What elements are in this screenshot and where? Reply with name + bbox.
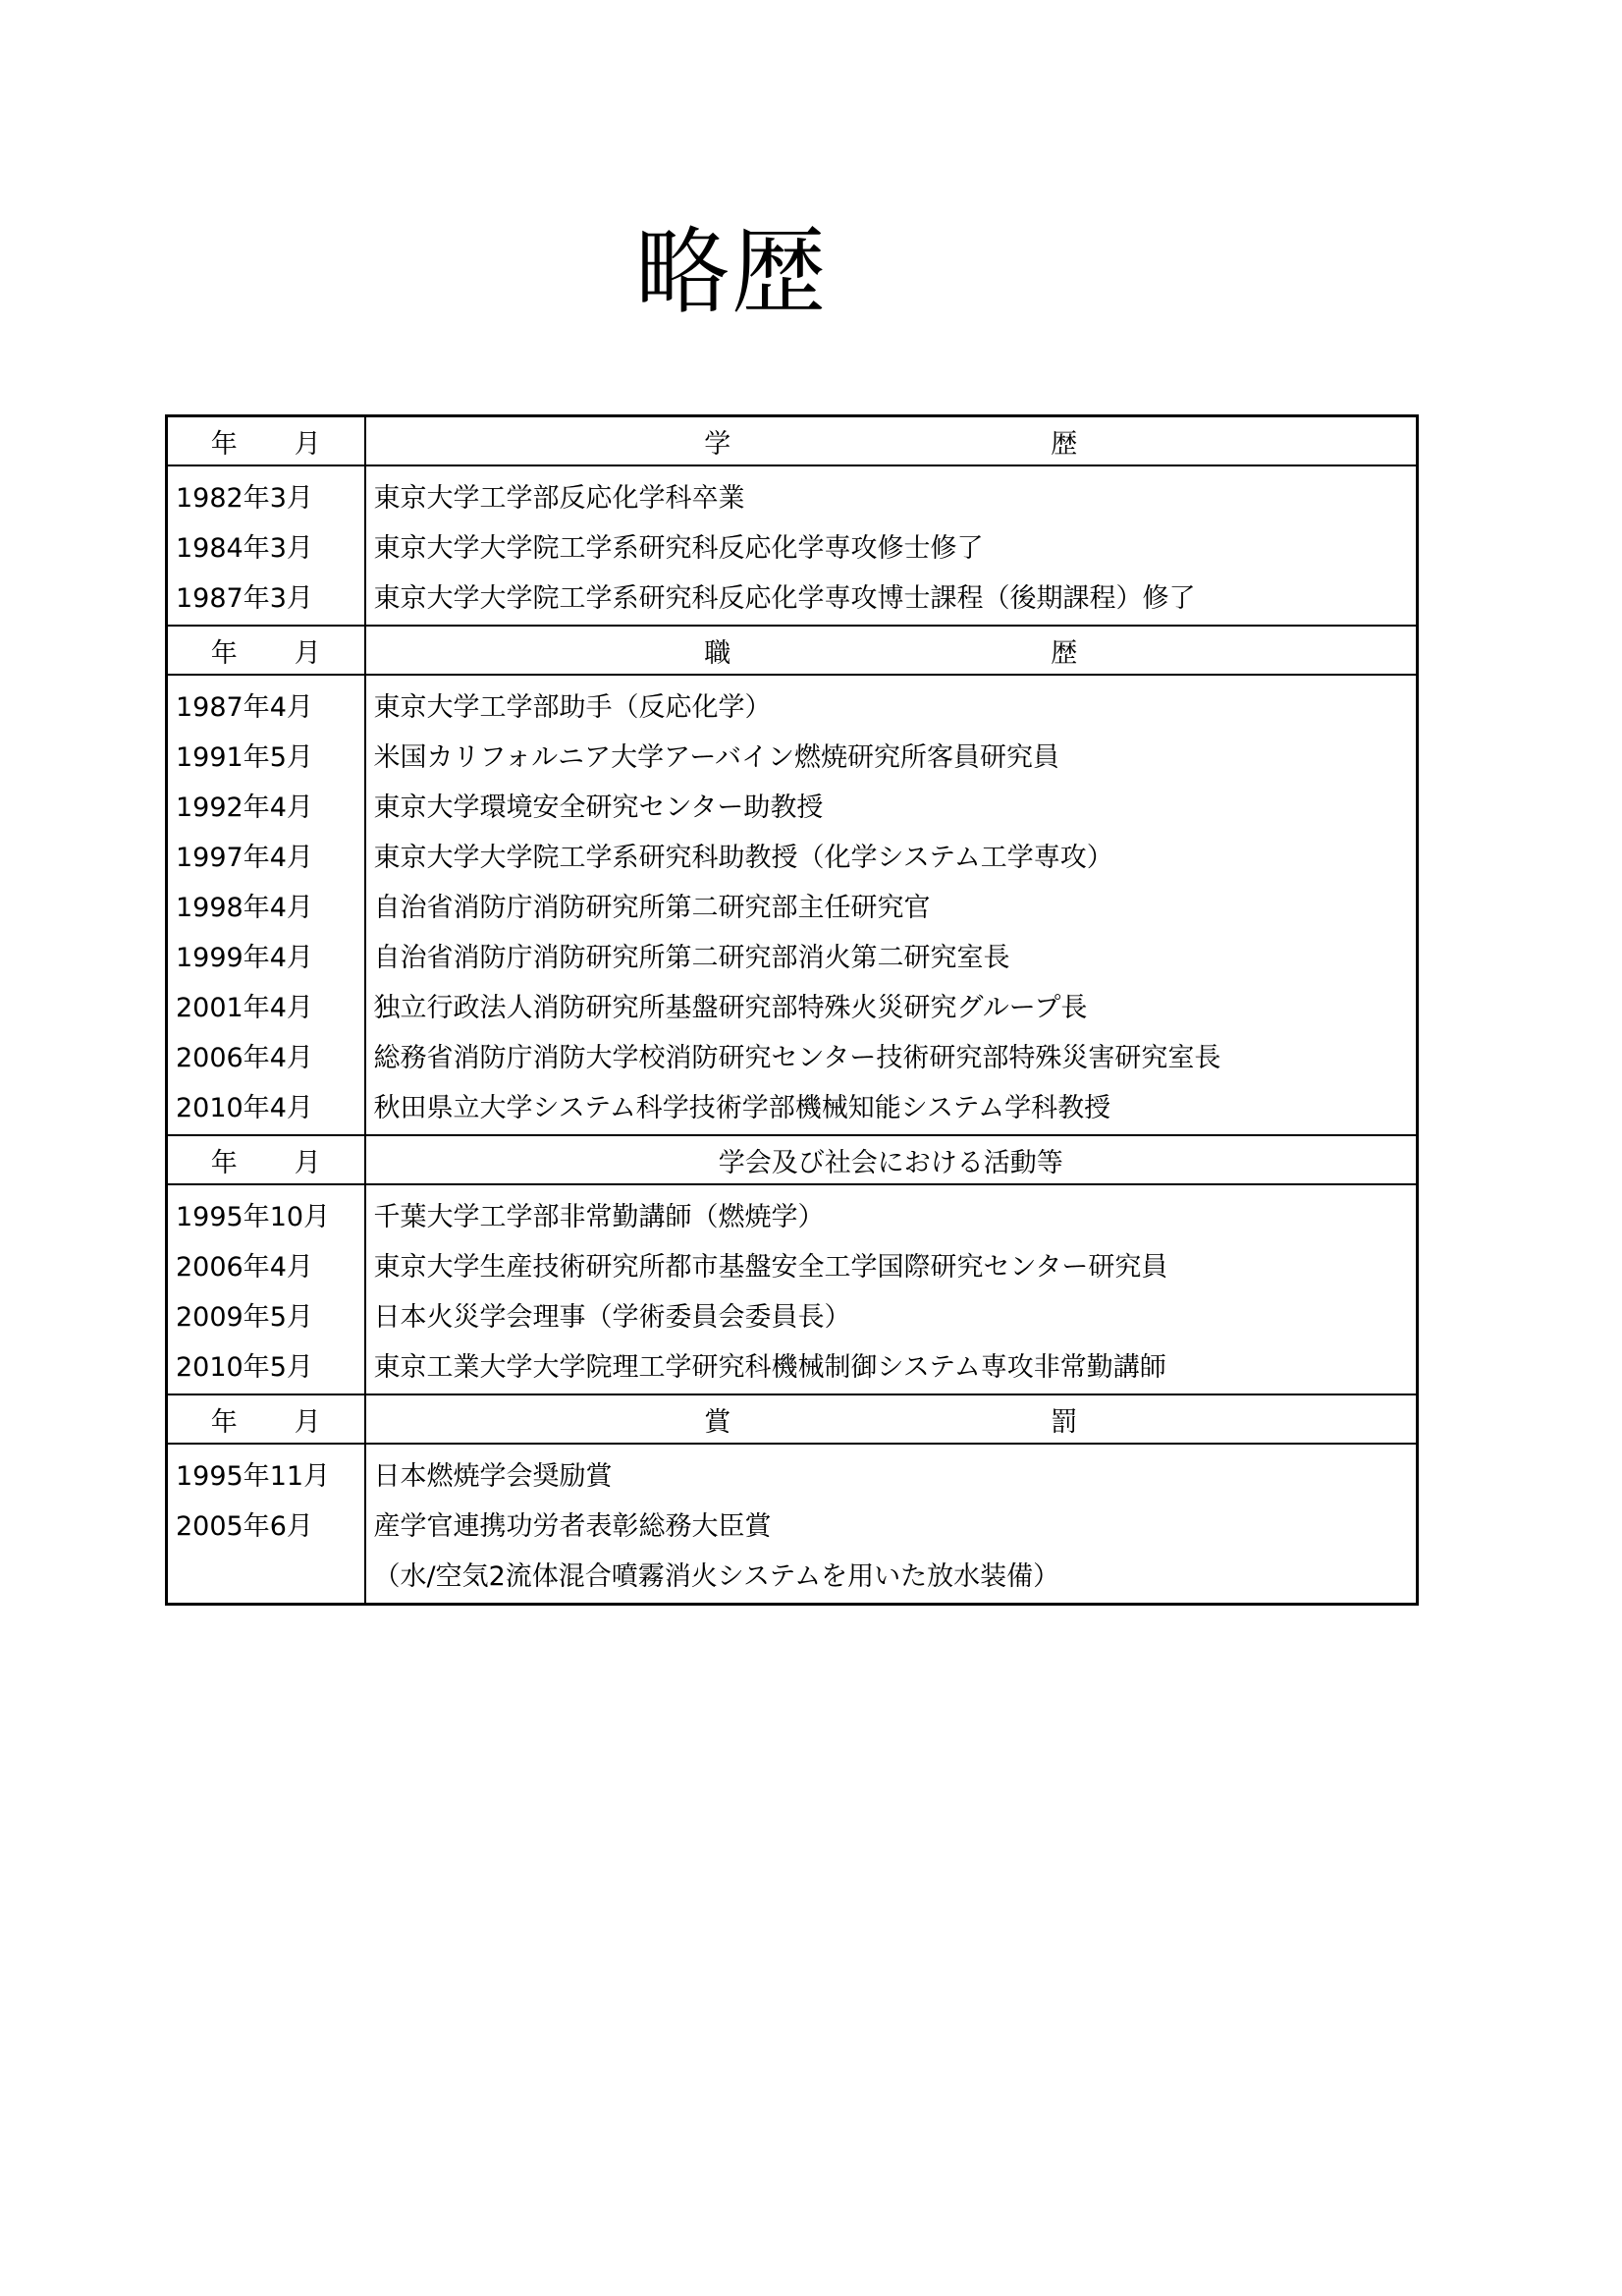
row-text: 日本火災学会理事（学術委員会委員長） — [373, 1302, 851, 1333]
table-row — [167, 1239, 1418, 1289]
row-date: 1998年4月 — [167, 880, 365, 930]
table-row — [167, 520, 1418, 571]
row-date: 2001年4月 — [167, 980, 365, 1030]
row-date: 2006年4月 — [167, 1239, 365, 1289]
row-text: 日本燃焼学会奨励賞 — [373, 1461, 613, 1492]
year-month-header: 年 月 — [167, 416, 365, 466]
row-text: 東京大学大学院工学系研究科反応化学専攻修士修了 — [373, 533, 984, 564]
row-text: 東京大学生産技術研究所都市基盤安全工学国際研究センター研究員 — [373, 1252, 1168, 1283]
row-date: 2005年6月 — [167, 1499, 365, 1549]
row-text: 米国カリフォルニア大学アーバイン燃焼研究所客員研究員 — [373, 742, 1059, 773]
year-month-header: 年 月 — [167, 1394, 365, 1444]
education-section-header: 学 歴 — [365, 416, 1418, 466]
table-row — [167, 730, 1418, 780]
row-text: 東京大学大学院工学系研究科反応化学専攻博士課程（後期課程）修了 — [373, 583, 1196, 614]
row-text: 東京大学大学院工学系研究科助教授（化学システム工学専攻） — [373, 843, 1113, 873]
row-date: 2006年4月 — [167, 1030, 365, 1080]
row-date: 1992年4月 — [167, 780, 365, 830]
table-row — [167, 1499, 1418, 1549]
row-date — [167, 1549, 365, 1605]
row-text: 自治省消防庁消防研究所第二研究部消火第二研究室長 — [373, 943, 1010, 973]
row-date: 1991年5月 — [167, 730, 365, 780]
table-row — [167, 1080, 1418, 1135]
row-date: 1982年3月 — [167, 465, 365, 520]
table-row — [167, 880, 1418, 930]
table-row — [167, 1030, 1418, 1080]
row-text: 東京工業大学大学院理工学研究科機械制御システム専攻非常勤講師 — [373, 1352, 1166, 1383]
table-row — [167, 830, 1418, 880]
career-header-row — [167, 626, 1418, 675]
table-row — [167, 980, 1418, 1030]
table-row — [167, 1289, 1418, 1339]
row-text: 千葉大学工学部非常勤講師（燃焼学） — [373, 1202, 825, 1232]
table-row — [167, 780, 1418, 830]
row-date: 1995年11月 — [167, 1444, 365, 1499]
activities-header-row — [167, 1135, 1418, 1184]
row-text: 東京大学工学部反応化学科卒業 — [373, 483, 745, 514]
table-row — [167, 1184, 1418, 1239]
table-row — [167, 465, 1418, 520]
row-date: 1999年4月 — [167, 930, 365, 980]
page-title: 略歴 — [635, 217, 828, 327]
row-text: 秋田県立大学システム科学技術学部機械知能システム学科教授 — [373, 1093, 1111, 1123]
row-date: 2010年4月 — [167, 1080, 365, 1135]
resume-table — [165, 414, 1419, 1606]
row-text: 自治省消防庁消防研究所第二研究部主任研究官 — [373, 893, 931, 923]
row-date: 2009年5月 — [167, 1289, 365, 1339]
education-header-row — [167, 416, 1418, 466]
row-date: 1987年4月 — [167, 675, 365, 730]
row-text: 独立行政法人消防研究所基盤研究部特殊火災研究グループ長 — [373, 993, 1088, 1023]
row-text: 東京大学工学部助手（反応化学） — [373, 692, 772, 723]
row-text: 産学官連携功労者表彰総務大臣賞 — [373, 1511, 772, 1542]
activities-section-header: 学会及び社会における活動等 — [365, 1135, 1418, 1184]
career-section-header: 職 歴 — [365, 626, 1418, 675]
row-date: 1984年3月 — [167, 520, 365, 571]
row-date: 1997年4月 — [167, 830, 365, 880]
row-text: 東京大学環境安全研究センター助教授 — [373, 793, 824, 823]
table-row — [167, 571, 1418, 626]
table-row — [167, 1339, 1418, 1394]
row-date: 1995年10月 — [167, 1184, 365, 1239]
row-date: 1987年3月 — [167, 571, 365, 626]
row-date: 2010年5月 — [167, 1339, 365, 1394]
table-row — [167, 675, 1418, 730]
table-row — [167, 1549, 1418, 1605]
row-text: （水/空気2流体混合噴霧消火システムを用いた放水装備） — [373, 1561, 1060, 1592]
awards-section-header: 賞 罰 — [365, 1394, 1418, 1444]
year-month-header: 年 月 — [167, 1135, 365, 1184]
awards-header-row — [167, 1394, 1418, 1444]
table-row — [167, 1444, 1418, 1499]
row-text: 総務省消防庁消防大学校消防研究センター技術研究部特殊災害研究室長 — [373, 1043, 1221, 1073]
table-row — [167, 930, 1418, 980]
year-month-header: 年 月 — [167, 626, 365, 675]
